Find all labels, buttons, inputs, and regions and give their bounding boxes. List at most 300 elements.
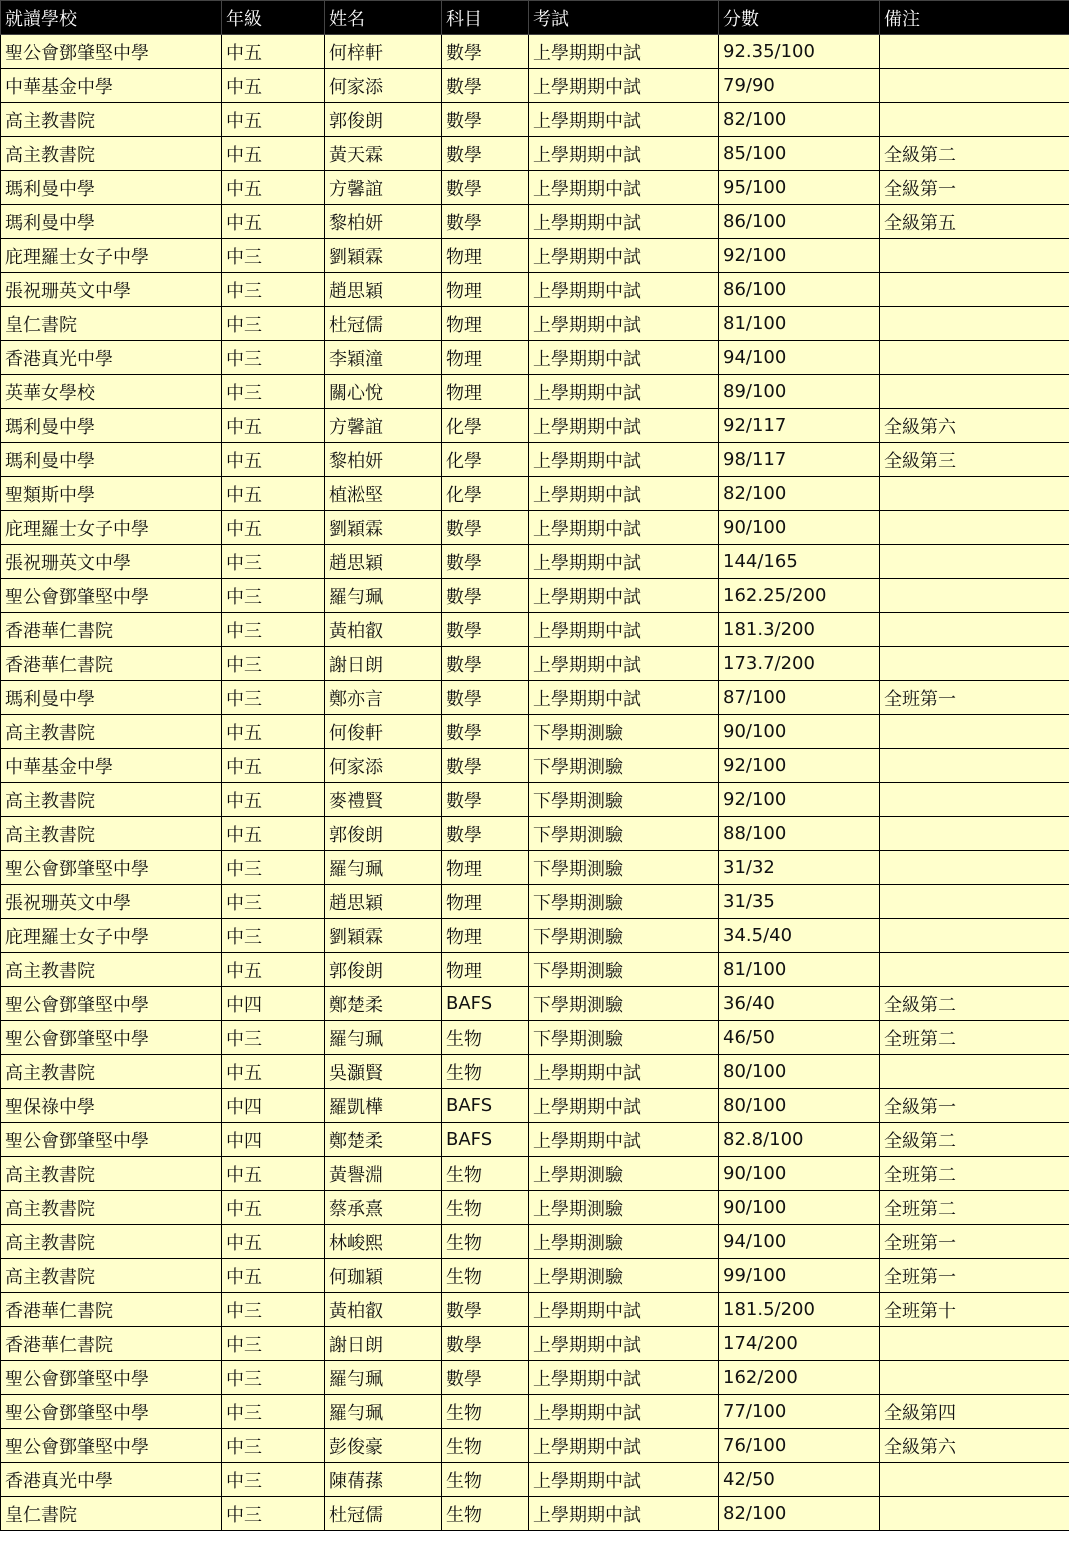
exam-cell: 上學期期中試: [529, 1327, 719, 1361]
school-cell: 高主教書院: [1, 1225, 222, 1259]
remarks-cell: [880, 953, 1069, 987]
exam-cell: 上學期測驗: [529, 1157, 719, 1191]
school-cell: 張祝珊英文中學: [1, 273, 222, 307]
school-cell: 聖公會鄧肇堅中學: [1, 35, 222, 69]
remarks-cell: [880, 1055, 1069, 1089]
score-cell: 90/100: [719, 715, 880, 749]
name-cell: 羅勻珮: [325, 1395, 442, 1429]
grade-cell: 中五: [222, 953, 325, 987]
remarks-cell: 全班第二: [880, 1191, 1069, 1225]
grade-cell: 中三: [222, 885, 325, 919]
exam-cell: 上學期期中試: [529, 171, 719, 205]
exam-cell: 下學期測驗: [529, 953, 719, 987]
score-cell: 76/100: [719, 1429, 880, 1463]
table-row: [1, 1395, 1069, 1429]
score-cell: 85/100: [719, 137, 880, 171]
score-cell: 173.7/200: [719, 647, 880, 681]
remarks-cell: 全班第一: [880, 1259, 1069, 1293]
name-cell: 林峻熙: [325, 1225, 442, 1259]
school-cell: 張祝珊英文中學: [1, 885, 222, 919]
grade-cell: 中三: [222, 273, 325, 307]
table-row: [1, 409, 1069, 443]
subject-cell: 數學: [442, 205, 529, 239]
remarks-cell: [880, 885, 1069, 919]
exam-cell: 上學期期中試: [529, 647, 719, 681]
grade-cell: 中五: [222, 69, 325, 103]
school-cell: 高主教書院: [1, 953, 222, 987]
score-cell: 42/50: [719, 1463, 880, 1497]
exam-cell: 下學期測驗: [529, 987, 719, 1021]
name-cell: 鄭亦言: [325, 681, 442, 715]
name-cell: 劉穎霖: [325, 239, 442, 273]
name-cell: 趙思穎: [325, 273, 442, 307]
grade-cell: 中三: [222, 919, 325, 953]
remarks-cell: [880, 1327, 1069, 1361]
grade-cell: 中五: [222, 35, 325, 69]
school-cell: 中華基金中學: [1, 69, 222, 103]
remarks-cell: [880, 851, 1069, 885]
remarks-cell: 全級第六: [880, 409, 1069, 443]
grade-cell: 中五: [222, 1191, 325, 1225]
school-cell: 香港華仁書院: [1, 1293, 222, 1327]
grade-cell: 中三: [222, 341, 325, 375]
subject-cell: 化學: [442, 443, 529, 477]
subject-cell: 數學: [442, 1361, 529, 1395]
table-row: [1, 715, 1069, 749]
exam-cell: 下學期測驗: [529, 851, 719, 885]
exam-cell: 上學期期中試: [529, 273, 719, 307]
exam-cell: 上學期期中試: [529, 1497, 719, 1531]
grade-cell: 中五: [222, 1157, 325, 1191]
school-cell: 香港華仁書院: [1, 1327, 222, 1361]
school-cell: 高主教書院: [1, 1055, 222, 1089]
remarks-cell: [880, 375, 1069, 409]
grade-cell: 中五: [222, 137, 325, 171]
table-row: [1, 1089, 1069, 1123]
score-cell: 79/90: [719, 69, 880, 103]
school-cell: 聖保祿中學: [1, 1089, 222, 1123]
grade-cell: 中五: [222, 749, 325, 783]
remarks-cell: 全班第二: [880, 1021, 1069, 1055]
name-cell: 何俊軒: [325, 715, 442, 749]
grade-cell: 中三: [222, 1497, 325, 1531]
school-cell: 高主教書院: [1, 137, 222, 171]
subject-cell: 物理: [442, 239, 529, 273]
name-cell: 方馨誼: [325, 409, 442, 443]
exam-cell: 上學期期中試: [529, 1055, 719, 1089]
remarks-cell: 全級第六: [880, 1429, 1069, 1463]
name-cell: 郭俊朗: [325, 817, 442, 851]
score-cell: 86/100: [719, 273, 880, 307]
grade-cell: 中五: [222, 1055, 325, 1089]
grade-cell: 中三: [222, 375, 325, 409]
subject-cell: 數學: [442, 579, 529, 613]
remarks-cell: 全班第二: [880, 1157, 1069, 1191]
subject-cell: 數學: [442, 1327, 529, 1361]
remarks-cell: 全級第四: [880, 1395, 1069, 1429]
name-cell: 趙思穎: [325, 545, 442, 579]
grade-cell: 中三: [222, 1463, 325, 1497]
name-cell: 羅勻珮: [325, 1021, 442, 1055]
remarks-cell: [880, 239, 1069, 273]
exam-cell: 下學期測驗: [529, 749, 719, 783]
name-cell: 劉穎霖: [325, 511, 442, 545]
score-cell: 181.3/200: [719, 613, 880, 647]
grade-cell: 中五: [222, 817, 325, 851]
school-cell: 高主教書院: [1, 783, 222, 817]
school-cell: 皇仁書院: [1, 1497, 222, 1531]
subject-cell: 數學: [442, 681, 529, 715]
remarks-cell: [880, 1497, 1069, 1531]
table-row: [1, 171, 1069, 205]
table-row: [1, 511, 1069, 545]
grade-cell: 中三: [222, 851, 325, 885]
subject-cell: BAFS: [442, 1123, 529, 1157]
name-cell: 杜冠儒: [325, 1497, 442, 1531]
exam-cell: 上學期期中試: [529, 69, 719, 103]
remarks-cell: 全班第十: [880, 1293, 1069, 1327]
score-cell: 90/100: [719, 1157, 880, 1191]
remarks-cell: [880, 579, 1069, 613]
remarks-cell: [880, 613, 1069, 647]
remarks-cell: [880, 817, 1069, 851]
score-cell: 92.35/100: [719, 35, 880, 69]
subject-cell: 生物: [442, 1497, 529, 1531]
subject-cell: 物理: [442, 885, 529, 919]
table-row: [1, 1225, 1069, 1259]
exam-cell: 下學期測驗: [529, 1021, 719, 1055]
exam-cell: 上學期期中試: [529, 137, 719, 171]
grade-cell: 中三: [222, 1429, 325, 1463]
exam-cell: 上學期期中試: [529, 1293, 719, 1327]
school-cell: 聖類斯中學: [1, 477, 222, 511]
school-cell: 瑪利曼中學: [1, 171, 222, 205]
table-row: [1, 341, 1069, 375]
name-cell: 黃柏叡: [325, 1293, 442, 1327]
subject-cell: 生物: [442, 1463, 529, 1497]
grade-cell: 中五: [222, 511, 325, 545]
score-cell: 98/117: [719, 443, 880, 477]
header-school: 就讀學校: [1, 1, 222, 35]
subject-cell: 數學: [442, 783, 529, 817]
exam-cell: 下學期測驗: [529, 715, 719, 749]
school-cell: 高主教書院: [1, 1259, 222, 1293]
exam-cell: 上學期測驗: [529, 1191, 719, 1225]
remarks-cell: [880, 783, 1069, 817]
school-cell: 高主教書院: [1, 1157, 222, 1191]
table-row: [1, 137, 1069, 171]
table-row: [1, 1327, 1069, 1361]
score-cell: 89/100: [719, 375, 880, 409]
table-row: [1, 443, 1069, 477]
school-cell: 高主教書院: [1, 817, 222, 851]
subject-cell: 數學: [442, 613, 529, 647]
subject-cell: 數學: [442, 511, 529, 545]
grade-cell: 中五: [222, 103, 325, 137]
subject-cell: 數學: [442, 137, 529, 171]
exam-cell: 上學期期中試: [529, 409, 719, 443]
remarks-cell: [880, 273, 1069, 307]
score-cell: 86/100: [719, 205, 880, 239]
table-row: [1, 681, 1069, 715]
exam-cell: 上學期期中試: [529, 307, 719, 341]
score-cell: 77/100: [719, 1395, 880, 1429]
grade-cell: 中三: [222, 1361, 325, 1395]
score-cell: 92/100: [719, 239, 880, 273]
name-cell: 郭俊朗: [325, 103, 442, 137]
exam-cell: 上學期期中試: [529, 375, 719, 409]
name-cell: 蔡承熹: [325, 1191, 442, 1225]
name-cell: 羅勻珮: [325, 851, 442, 885]
table-row: [1, 1361, 1069, 1395]
exam-cell: 上學期期中試: [529, 239, 719, 273]
subject-cell: 生物: [442, 1055, 529, 1089]
name-cell: 謝日朗: [325, 647, 442, 681]
exam-cell: 上學期期中試: [529, 35, 719, 69]
table-row: [1, 1123, 1069, 1157]
school-cell: 瑪利曼中學: [1, 681, 222, 715]
grade-cell: 中四: [222, 987, 325, 1021]
table-row: [1, 35, 1069, 69]
subject-cell: 物理: [442, 375, 529, 409]
grade-cell: 中五: [222, 409, 325, 443]
school-cell: 聖公會鄧肇堅中學: [1, 1395, 222, 1429]
grade-cell: 中三: [222, 307, 325, 341]
remarks-cell: 全班第一: [880, 681, 1069, 715]
remarks-cell: [880, 749, 1069, 783]
subject-cell: 數學: [442, 647, 529, 681]
subject-cell: 生物: [442, 1225, 529, 1259]
school-cell: 瑪利曼中學: [1, 409, 222, 443]
table-body: [1, 35, 1069, 1531]
school-cell: 瑪利曼中學: [1, 205, 222, 239]
name-cell: 黎柏妍: [325, 205, 442, 239]
exam-cell: 上學期期中試: [529, 1361, 719, 1395]
subject-cell: 數學: [442, 171, 529, 205]
header-remarks: 備注: [880, 1, 1069, 35]
table-row: [1, 817, 1069, 851]
grade-cell: 中五: [222, 443, 325, 477]
subject-cell: 數學: [442, 69, 529, 103]
remarks-cell: [880, 511, 1069, 545]
subject-cell: 物理: [442, 273, 529, 307]
header-name: 姓名: [325, 1, 442, 35]
exam-cell: 上學期測驗: [529, 1225, 719, 1259]
school-cell: 中華基金中學: [1, 749, 222, 783]
name-cell: 吳灝賢: [325, 1055, 442, 1089]
remarks-cell: 全級第二: [880, 987, 1069, 1021]
score-cell: 31/32: [719, 851, 880, 885]
name-cell: 黎柏妍: [325, 443, 442, 477]
exam-cell: 上學期期中試: [529, 545, 719, 579]
remarks-cell: [880, 103, 1069, 137]
score-cell: 99/100: [719, 1259, 880, 1293]
score-cell: 95/100: [719, 171, 880, 205]
table-row: [1, 1429, 1069, 1463]
table-row: [1, 885, 1069, 919]
subject-cell: 物理: [442, 851, 529, 885]
remarks-cell: 全級第一: [880, 171, 1069, 205]
score-cell: 82/100: [719, 103, 880, 137]
remarks-cell: [880, 1361, 1069, 1395]
school-cell: 英華女學校: [1, 375, 222, 409]
school-cell: 聖公會鄧肇堅中學: [1, 851, 222, 885]
name-cell: 杜冠儒: [325, 307, 442, 341]
name-cell: 趙思穎: [325, 885, 442, 919]
exam-cell: 上學期期中試: [529, 1463, 719, 1497]
remarks-cell: [880, 715, 1069, 749]
school-cell: 聖公會鄧肇堅中學: [1, 1021, 222, 1055]
remarks-cell: 全級第三: [880, 443, 1069, 477]
remarks-cell: [880, 477, 1069, 511]
name-cell: 李穎潼: [325, 341, 442, 375]
name-cell: 何梓軒: [325, 35, 442, 69]
table-row: [1, 647, 1069, 681]
grade-cell: 中五: [222, 715, 325, 749]
score-cell: 31/35: [719, 885, 880, 919]
name-cell: 謝日朗: [325, 1327, 442, 1361]
score-cell: 92/100: [719, 783, 880, 817]
subject-cell: 數學: [442, 715, 529, 749]
score-cell: 94/100: [719, 341, 880, 375]
subject-cell: 物理: [442, 341, 529, 375]
school-cell: 庇理羅士女子中學: [1, 239, 222, 273]
table-row: [1, 579, 1069, 613]
table-row: [1, 103, 1069, 137]
name-cell: 鄭楚柔: [325, 987, 442, 1021]
grade-cell: 中三: [222, 545, 325, 579]
exam-cell: 上學期期中試: [529, 341, 719, 375]
table-row: [1, 477, 1069, 511]
remarks-cell: 全級第二: [880, 137, 1069, 171]
exam-cell: 上學期期中試: [529, 103, 719, 137]
subject-cell: 生物: [442, 1259, 529, 1293]
subject-cell: 物理: [442, 919, 529, 953]
score-cell: 82/100: [719, 477, 880, 511]
table-row: [1, 307, 1069, 341]
table-row: [1, 1259, 1069, 1293]
table-header: [1, 1, 1069, 35]
exam-cell: 上學期期中試: [529, 1429, 719, 1463]
score-cell: 162.25/200: [719, 579, 880, 613]
header-exam: 考試: [529, 1, 719, 35]
table-row: [1, 1157, 1069, 1191]
table-row: [1, 1293, 1069, 1327]
exam-cell: 下學期測驗: [529, 885, 719, 919]
subject-cell: 數學: [442, 749, 529, 783]
subject-cell: 生物: [442, 1191, 529, 1225]
score-cell: 90/100: [719, 1191, 880, 1225]
remarks-cell: [880, 35, 1069, 69]
table-row: [1, 273, 1069, 307]
exam-cell: 上學期期中試: [529, 1089, 719, 1123]
subject-cell: 生物: [442, 1157, 529, 1191]
grade-cell: 中三: [222, 1293, 325, 1327]
exam-cell: 下學期測驗: [529, 783, 719, 817]
header-row: [1, 1, 1069, 35]
school-cell: 庇理羅士女子中學: [1, 511, 222, 545]
table-row: [1, 953, 1069, 987]
exam-cell: 下學期測驗: [529, 817, 719, 851]
grade-cell: 中五: [222, 1225, 325, 1259]
school-cell: 聖公會鄧肇堅中學: [1, 1123, 222, 1157]
header-score: 分數: [719, 1, 880, 35]
remarks-cell: 全班第一: [880, 1225, 1069, 1259]
grade-cell: 中五: [222, 477, 325, 511]
header-grade: 年級: [222, 1, 325, 35]
name-cell: 羅勻珮: [325, 1361, 442, 1395]
school-cell: 瑪利曼中學: [1, 443, 222, 477]
name-cell: 黃柏叡: [325, 613, 442, 647]
subject-cell: 生物: [442, 1395, 529, 1429]
table-row: [1, 783, 1069, 817]
school-cell: 皇仁書院: [1, 307, 222, 341]
name-cell: 陳蒨蓀: [325, 1463, 442, 1497]
score-cell: 34.5/40: [719, 919, 880, 953]
name-cell: 黃天霖: [325, 137, 442, 171]
score-cell: 92/100: [719, 749, 880, 783]
table-row: [1, 749, 1069, 783]
exam-cell: 上學期期中試: [529, 477, 719, 511]
school-cell: 香港華仁書院: [1, 613, 222, 647]
school-cell: 聖公會鄧肇堅中學: [1, 1361, 222, 1395]
subject-cell: 物理: [442, 953, 529, 987]
exam-cell: 上學期期中試: [529, 511, 719, 545]
school-cell: 香港華仁書院: [1, 647, 222, 681]
table-row: [1, 1021, 1069, 1055]
remarks-cell: 全級第五: [880, 205, 1069, 239]
school-cell: 聖公會鄧肇堅中學: [1, 1429, 222, 1463]
school-cell: 聖公會鄧肇堅中學: [1, 579, 222, 613]
remarks-cell: 全級第一: [880, 1089, 1069, 1123]
grade-cell: 中五: [222, 783, 325, 817]
name-cell: 方馨誼: [325, 171, 442, 205]
name-cell: 植淞堅: [325, 477, 442, 511]
score-cell: 88/100: [719, 817, 880, 851]
name-cell: 何家添: [325, 749, 442, 783]
score-cell: 81/100: [719, 307, 880, 341]
name-cell: 羅勻珮: [325, 579, 442, 613]
subject-cell: 數學: [442, 35, 529, 69]
score-cell: 144/165: [719, 545, 880, 579]
score-cell: 162/200: [719, 1361, 880, 1395]
remarks-cell: [880, 1463, 1069, 1497]
grade-cell: 中四: [222, 1089, 325, 1123]
grade-cell: 中五: [222, 171, 325, 205]
name-cell: 麥禮賢: [325, 783, 442, 817]
subject-cell: 生物: [442, 1021, 529, 1055]
school-cell: 高主教書院: [1, 103, 222, 137]
table-row: [1, 613, 1069, 647]
remarks-cell: [880, 341, 1069, 375]
grade-cell: 中三: [222, 1021, 325, 1055]
score-cell: 92/117: [719, 409, 880, 443]
subject-cell: 數學: [442, 103, 529, 137]
grade-cell: 中五: [222, 205, 325, 239]
name-cell: 羅凱樺: [325, 1089, 442, 1123]
score-cell: 94/100: [719, 1225, 880, 1259]
table-row: [1, 1463, 1069, 1497]
remarks-cell: [880, 919, 1069, 953]
table-row: [1, 919, 1069, 953]
subject-cell: 化學: [442, 477, 529, 511]
school-cell: 張祝珊英文中學: [1, 545, 222, 579]
exam-cell: 上學期期中試: [529, 579, 719, 613]
table-row: [1, 851, 1069, 885]
school-cell: 聖公會鄧肇堅中學: [1, 987, 222, 1021]
grade-cell: 中三: [222, 647, 325, 681]
name-cell: 何珈穎: [325, 1259, 442, 1293]
